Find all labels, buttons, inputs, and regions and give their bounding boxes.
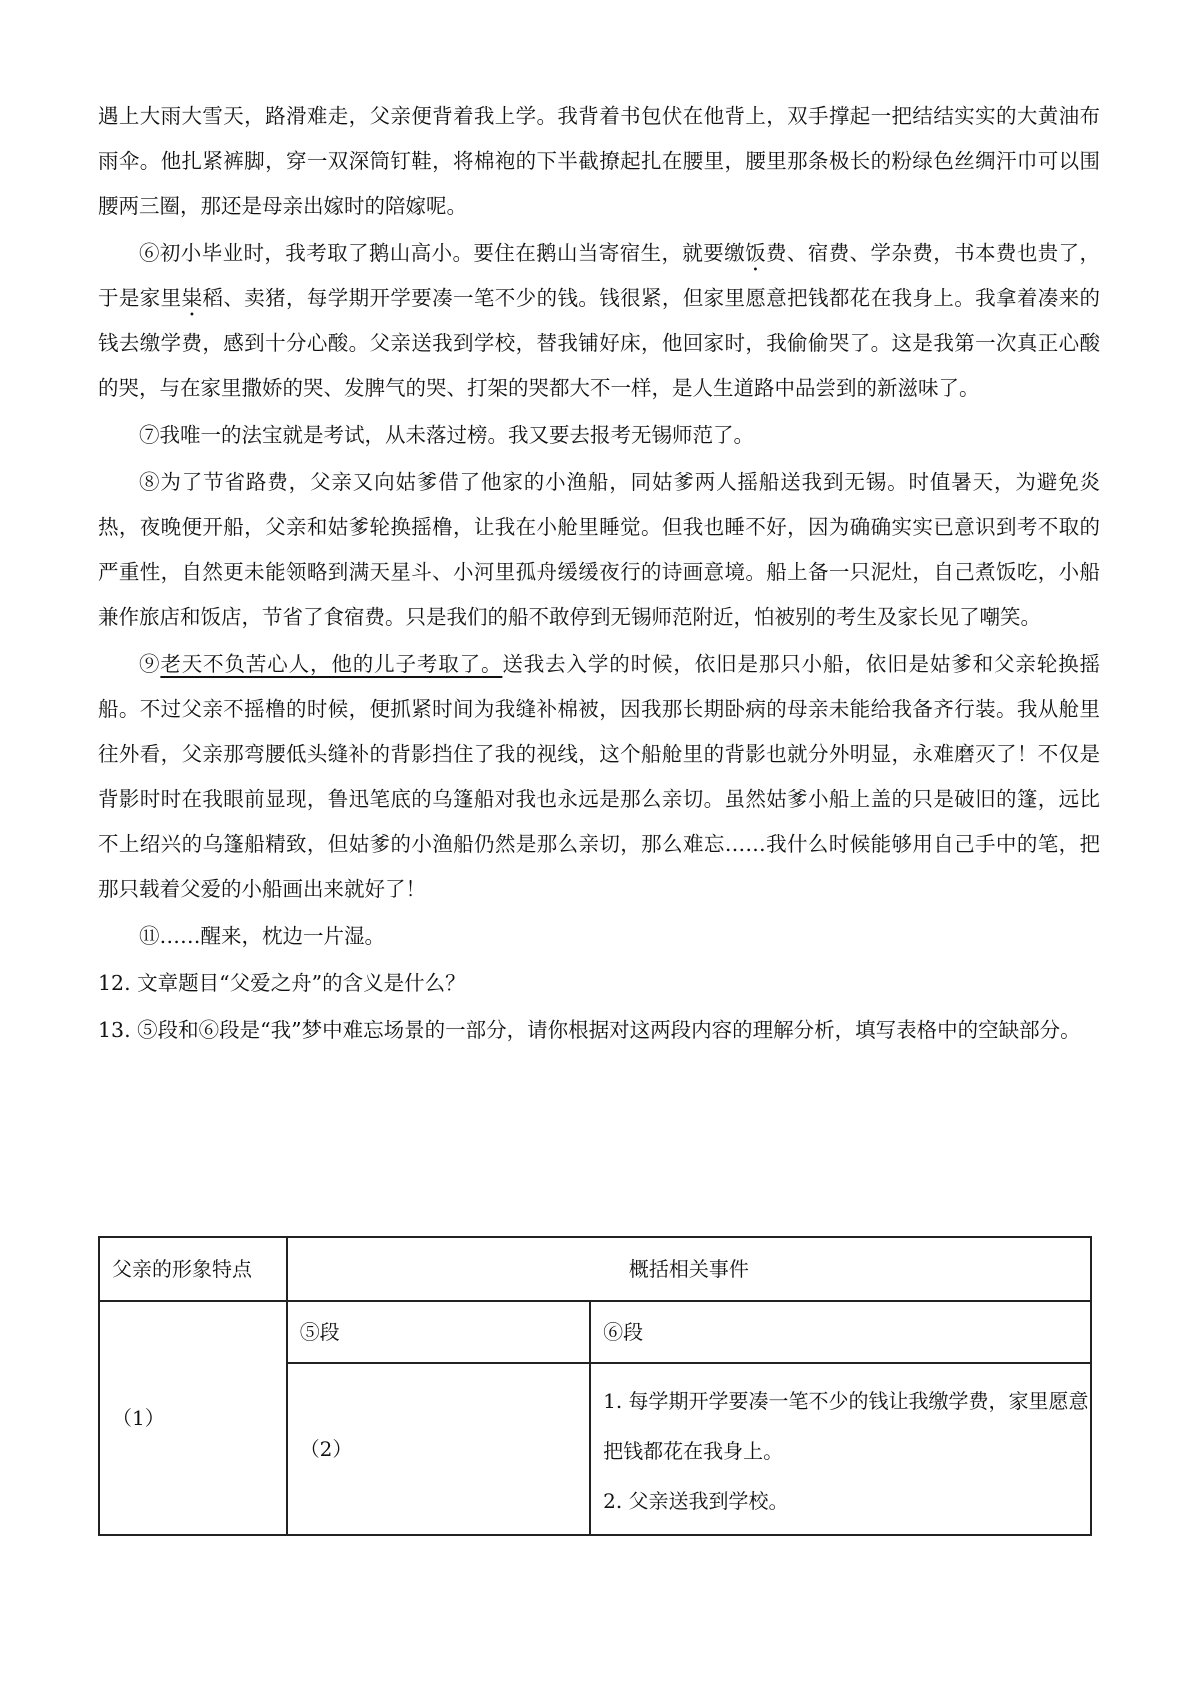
paragraph-9-number: ⑨ <box>139 652 161 676</box>
paragraph-7: ⑦我唯一的法宝就是考试，从未落过榜。我又要去报考无锡师范了。 <box>139 423 754 447</box>
paragraph-11: ⑪……醒来，枕边一片湿。 <box>139 924 385 948</box>
paragraph-6-text-c: 费、宿费、学杂费，书本费也贵了，于是家里 <box>98 241 1101 310</box>
emphasis-char-fan: 饭 <box>745 241 767 265</box>
paragraph-9-text: 送我去入学的时候，依旧是那只小船，依旧是姑爹和父亲轮换摇船。不过父亲不摇橹的时候，便抓紧时间为我缝补棉被，因我那长期卧病的母亲未能给我备齐行装。我从舱里往外看，父亲那弯腰低头缝补的背影挡住了我的视线，这个船舱里的背影也就分外明显，永难磨灭了！不仅是背影时时在我眼前显现，鲁迅笔底的乌篷船对我也永远是那么亲切。虽然姑爹小船上盖的只是破旧的篷，远比不上绍兴的乌篷船精致，但姑爹的小渔船仍然是那么亲切，那么难忘……我什么时候能够用自己手中的笔，把那只载着父爱的小船画出来就好了！ <box>98 652 1100 901</box>
blank-2-cell[interactable]: （2） <box>287 1363 590 1535</box>
paragraph-8: ⑧为了节省路费，父亲又向姑爹借了他家的小渔船，同姑爹两人摇船送我到无锡。时值暑天，为避免炎热，夜晚便开船，父亲和姑爹轮换摇橹，让我在小舱里睡觉。但我也睡不好，因为确确实实已意识到考不取的严重性，自然更未能领略到满天星斗、小河里孤舟缓缓夜行的诗画意境。船上备一只泥灶，自己煮饭吃，小船兼作旅店和饭店，节省了食宿费。只是我们的船不敢停到无锡师范附近，怕被别的考生及家长见了嘲笑。 <box>98 470 1100 629</box>
events-paragraph-6 <box>590 1363 1091 1535</box>
paragraph-9 <box>98 642 1100 912</box>
paragraph-6-text-a: ⑥初小毕业时，我考取了鹅山高小。要住在鹅山当寄宿生，就要缴 <box>139 241 746 265</box>
subheader-paragraph-6: ⑥段 <box>590 1301 1091 1363</box>
question-12: 12. 文章题目“父爱之舟”的含义是什么？ <box>98 971 466 995</box>
emphasis-char-tiao: 粜 <box>181 286 203 310</box>
event-item-2: 2. 父亲送我到学校。 <box>603 1489 789 1513</box>
blank-1-cell[interactable]: （1） <box>99 1301 287 1535</box>
subheader-paragraph-5: ⑤段 <box>287 1301 590 1363</box>
header-father-traits: 父亲的形象特点 <box>99 1237 287 1301</box>
paragraph-6-text-e: 稻、卖猪，每学期开学要凑一笔不少的钱。钱很紧，但家里愿意把钱都花在我身上。我拿着凑来的钱去缴学费，感到十分心酸。父亲送我到学校，替我铺好床，他回家时，我偷偷哭了。这是我第一次真正心酸的哭，与在家里撒娇的哭、发脾气的哭、打架的哭都大不一样，是人生道路中品尝到的新滋味了。 <box>98 286 1101 400</box>
underlined-sentence: 老天不负苦心人，他的儿子考取了。 <box>160 652 503 676</box>
paragraph-5-continued: 遇上大雨大雪天，路滑难走，父亲便背着我上学。我背着书包伏在他背上，双手撑起一把结结实实的大黄油布雨伞。他扎紧裤脚，穿一双深筒钉鞋，将棉袍的下半截撩起扎在腰里，腰里那条极长的粉绿色丝绸汗巾可以围腰两三圈，那还是母亲出嫁时的陪嫁呢。 <box>98 104 1100 218</box>
paragraph-6 <box>98 231 1100 411</box>
header-related-events: 概括相关事件 <box>287 1237 1091 1301</box>
event-item-1: 1. 每学期开学要凑一笔不少的钱让我缴学费，家里愿意把钱都花在我身上。 <box>603 1389 1089 1463</box>
answer-table <box>98 1236 1092 1536</box>
passage-text <box>98 94 1100 1053</box>
question-13: 13. ⑤段和⑥段是“我”梦中难忘场景的一部分，请你根据对这两段内容的理解分析，填写表格中的空缺部分。 <box>98 1018 1081 1042</box>
table-subheader-row <box>99 1301 1091 1363</box>
table-header-row <box>99 1237 1091 1301</box>
